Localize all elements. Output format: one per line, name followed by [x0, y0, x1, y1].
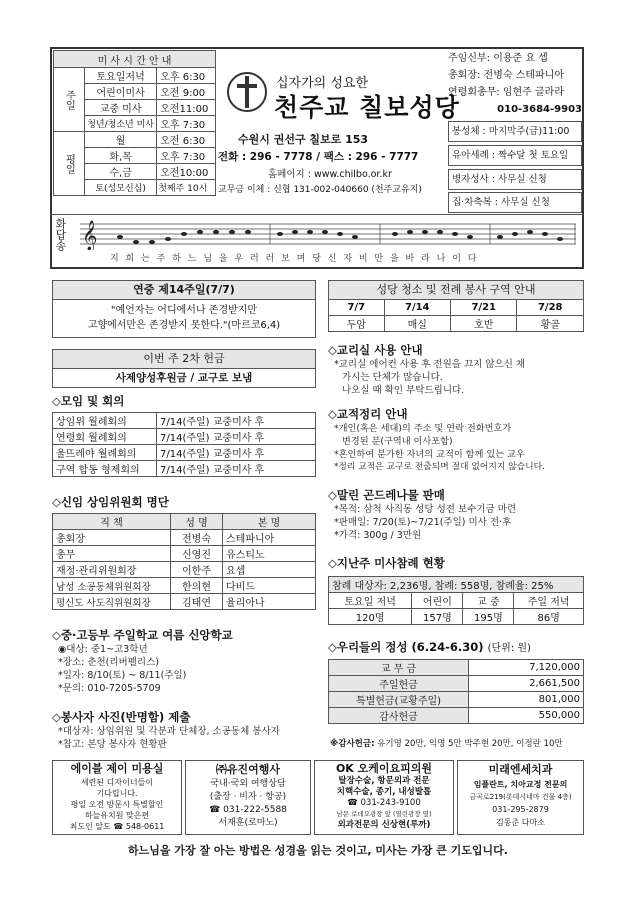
- donation-amount: 550,000: [469, 708, 584, 724]
- church-address: 수원시 권선구 칠보로 153: [238, 133, 369, 146]
- ad-line: 031-295-2879: [492, 805, 549, 814]
- cleaning-date: 7/14: [384, 300, 450, 316]
- donations-period: (6.24-6.30): [411, 640, 484, 654]
- cleaning-area: 두암: [329, 316, 385, 332]
- col-header: 성 명: [171, 514, 223, 530]
- camp-line: *장소: 춘천(리버펠리스): [58, 657, 159, 668]
- meetings-title: ◇모임 및 회의: [52, 394, 125, 408]
- church-homepage: 홈페이지 : www.chilbo.or.kr: [268, 169, 392, 180]
- ad-title: 미래엔세치과: [488, 763, 553, 776]
- camp-line: ◉대상: 중1~고3학년: [58, 644, 148, 655]
- baptismal-name: 요셉: [223, 562, 316, 578]
- role: 총회장: [53, 530, 171, 546]
- committee-table: [52, 513, 316, 610]
- donations-note: 유기명 20만, 익명 5만 박주현 20만, 이정란 10만: [377, 739, 563, 749]
- ad-travel: [185, 760, 311, 835]
- ad-line: 탈장수술, 항문외과 전문: [338, 776, 430, 786]
- camp-line: *일자: 8/10(토) ~ 8/11(주일): [58, 670, 187, 681]
- col-header: 어린이: [412, 593, 463, 609]
- schedule-time: 첫째주 10시: [157, 180, 216, 196]
- cleaning-area: 황골: [517, 316, 584, 332]
- volunteer-line: *대상자: 상임위원 및 각분과 단체장, 소공동체 봉사자: [58, 726, 280, 737]
- donation-label: 특별헌금(교황주일): [329, 692, 469, 708]
- ad-title: ㈜유진여행사: [215, 763, 281, 776]
- donation-label: 교 무 금: [329, 660, 469, 676]
- classroom-line: 가시는 단체가 많습니다.: [342, 372, 443, 383]
- ad-line: 김동준 다마소: [496, 818, 545, 827]
- sunday-label: 주일: [54, 68, 85, 132]
- ad-line: 평일 오전 방문시 특별할인: [70, 800, 164, 809]
- president: 총회장: 전병숙 스테파니아: [448, 70, 564, 81]
- baptismal-name: 다비드: [223, 578, 316, 594]
- volunteer-title: ◇봉사자 사진(반명함) 제출: [52, 710, 191, 724]
- donation-amount: 801,000: [469, 692, 584, 708]
- meeting-name: 구역 합동 형제회의: [53, 461, 157, 477]
- ad-line: 치핵수술, 종기, 내성발톱: [336, 787, 432, 797]
- schedule-time: 오전10:00: [157, 164, 216, 180]
- schedule-time: 오전 9:00: [157, 84, 216, 100]
- camp-lines: [52, 643, 316, 695]
- role: 평신도 사도직위원회장: [53, 594, 171, 610]
- ad-line: 금곡로219(롯데시네마 건물 4층): [469, 793, 572, 801]
- cleaning-date: 7/21: [451, 300, 517, 316]
- hymn-staff: [80, 220, 576, 250]
- table-row: [329, 660, 584, 676]
- table-header: [329, 593, 584, 609]
- classroom-line: 나오실 때 확인 부탁드립니다.: [342, 385, 465, 396]
- week-quote-2: 고향에서만은 존경받지 못한다."(마르코6,4): [87, 320, 281, 331]
- schedule-name: 수,금: [85, 164, 157, 180]
- meeting-name: 울뜨레야 월례회의: [53, 445, 157, 461]
- classroom-line: *교리실 에어컨 사용 후 전원을 끄지 않으신 채: [334, 359, 526, 370]
- sale-line: *가격: 300g / 3만원: [334, 530, 422, 541]
- col-header: 토요일 저녁: [329, 593, 412, 609]
- ad-hair-salon: [52, 760, 182, 835]
- offering-text: 사제양성후원금 / 교구로 보냄: [52, 368, 316, 388]
- meeting-when: 7/14(주일) 교중미사 후: [157, 429, 316, 445]
- schedule-time: 오전 6:30: [157, 132, 216, 148]
- attendance-table: [328, 576, 584, 625]
- week-quote-1: "예언자는 어디에서나 존경받지만: [110, 305, 258, 316]
- ad-line: 서재훈(로마노): [218, 818, 278, 828]
- cleaning-date: 7/28: [517, 300, 584, 316]
- attendance-value: 195명: [463, 609, 514, 625]
- cleaning-area: 호반: [451, 316, 517, 332]
- attendance-value: 120명: [329, 609, 412, 625]
- hymn-label: 화답송: [54, 218, 67, 251]
- schedule-time: 오후 7:30: [157, 148, 216, 164]
- donations-note-row: [330, 737, 563, 749]
- table-row: [53, 546, 316, 562]
- schedule-time: 오후 6:30: [157, 68, 216, 84]
- donations-note-label: ※감사헌금:: [330, 739, 375, 749]
- table-row: [53, 445, 316, 461]
- baptism: 유아세례 : 짝수달 첫 토요일: [448, 145, 582, 166]
- week-quote-box: [52, 299, 316, 338]
- ad-line: 최도인 알도 ☎ 548-0611: [69, 822, 165, 831]
- schedule-time: 오후 7:30: [157, 116, 216, 132]
- role: 총무: [53, 546, 171, 562]
- blessing: 집·차축복 : 사무실 신청: [448, 192, 582, 213]
- schedule-time: 오전11:00: [157, 100, 216, 116]
- attendance-title: ◇지난주 미사참례 현황: [328, 556, 445, 570]
- ad-line: 임플란트, 치아교정 전문의: [473, 780, 568, 789]
- cleaning-area: 매실: [384, 316, 450, 332]
- records-line: *개인(혹은 세대)의 주소 및 연락 전화번호가: [334, 423, 512, 434]
- ad-line: 기다립니다.: [96, 789, 138, 798]
- table-row: [53, 461, 316, 477]
- sale-line: *판매일: 7/20(토)~7/21(주일) 미사 전·후: [334, 517, 512, 528]
- meeting-when: 7/14(주일) 교중미사 후: [157, 461, 316, 477]
- schedule-name: 토(성모신심): [85, 180, 157, 196]
- col-header: 주일 저녁: [514, 593, 584, 609]
- baptismal-name: 스테파니아: [223, 530, 316, 546]
- baptismal-name: 유스티노: [223, 546, 316, 562]
- camp-line: *문의: 010-7205-5709: [58, 683, 161, 694]
- person: 김태연: [171, 594, 223, 610]
- meetings-table: [52, 412, 316, 477]
- meeting-name: 상임위 월례회의: [53, 413, 157, 429]
- church-name: 천주교 칠보성당: [274, 93, 460, 122]
- table-row: [329, 708, 584, 724]
- col-header: 직 책: [53, 514, 171, 530]
- footer-text: 하느님을 가장 잘 아는 방법은 성경을 읽는 것이고, 미사는 가장 큰 기도입니다.: [128, 844, 508, 857]
- church-account: 교무금 이체 : 신협 131-002-040660 (천주교유지): [218, 185, 422, 195]
- classroom-title: ◇교리실 사용 안내: [328, 343, 423, 357]
- meeting-name: 연령회 월례회의: [53, 429, 157, 445]
- contact-name: 연령회총무: 임현주 글라라: [448, 87, 564, 98]
- camp-title: ◇중·고등부 주일학교 여름 신앙학교: [52, 628, 233, 642]
- donation-label: 감사헌금: [329, 708, 469, 724]
- table-row: [53, 530, 316, 546]
- attendance-summary: 참례 대상자: 2,236명, 참례: 558명, 참례율: 25%: [329, 577, 584, 593]
- ad-line: 국내·국외 여행상담: [210, 779, 286, 789]
- church-subtitle: 십자가의 성요한: [276, 76, 369, 91]
- meeting-when: 7/14(주일) 교중미사 후: [157, 445, 316, 461]
- person: 이한주: [171, 562, 223, 578]
- donations-title: ◇우리들의 정성: [328, 640, 408, 654]
- donation-amount: 2,661,500: [469, 676, 584, 692]
- table-row: [53, 562, 316, 578]
- person: 신영진: [171, 546, 223, 562]
- donation-label: 주일헌금: [329, 676, 469, 692]
- ad-title: 에이블 제이 미용실: [70, 762, 164, 775]
- schedule-name: 월: [85, 132, 157, 148]
- table-row: [329, 316, 584, 332]
- sale-lines: [328, 503, 584, 542]
- ad-line: ☎ 031-243-9100: [347, 798, 421, 808]
- cleaning-date: 7/7: [329, 300, 385, 316]
- schedule-name: 화,목: [85, 148, 157, 164]
- attendance-value: 86명: [514, 609, 584, 625]
- sick: 병자성사 : 사무실 신청: [448, 169, 582, 190]
- donations-table: [328, 659, 584, 724]
- sale-title: ◇말린 곤드레나물 판매: [328, 488, 445, 502]
- pastor: 주임신부: 이용준 요 셉: [448, 53, 548, 64]
- schedule-title: 미 사 시 간 안 내: [54, 51, 216, 68]
- sale-line: *목적: 삼척 사직동 성당 성전 보수기금 마련: [334, 504, 517, 515]
- table-row: [53, 594, 316, 610]
- records-line: *정리 교적은 교구로 전출되며 절대 없어지지 않습니다.: [334, 462, 545, 472]
- schedule-name: 토요일저녁: [85, 68, 157, 84]
- committee-title: ◇신임 상임위원회 명단: [52, 495, 169, 509]
- table-row: [53, 429, 316, 445]
- ad-line: 외과전문의 신상현(루까): [337, 820, 431, 830]
- offering-title: 이번 주 2차 헌금: [52, 349, 316, 369]
- col-header: 본 명: [223, 514, 316, 530]
- schedule-name: 어린이미사: [85, 84, 157, 100]
- donation-amount: 7,120,000: [469, 660, 584, 676]
- weekday-label: 평일: [54, 132, 85, 196]
- contact-phone: 010-3684-9903: [497, 104, 582, 115]
- church-logo: [225, 70, 269, 114]
- records-lines: [328, 422, 584, 474]
- table-row: [53, 413, 316, 429]
- donations-heading: [328, 640, 531, 655]
- person: 전병숙: [171, 530, 223, 546]
- records-title: ◇교적정리 안내: [328, 407, 408, 421]
- baptismal-name: 율리아나: [223, 594, 316, 610]
- table-row: [329, 676, 584, 692]
- attendance-value: 157명: [412, 609, 463, 625]
- cleaning-table: [328, 299, 584, 332]
- ad-line: 세련된 디자이너들이: [80, 778, 154, 787]
- table-row: [53, 578, 316, 594]
- schedule-name: 교중 미사: [85, 100, 157, 116]
- ad-clinic: [314, 760, 454, 835]
- volunteer-line: *참고: 본당 봉사자 현황판: [58, 739, 167, 750]
- ad-dental: [457, 760, 584, 835]
- ad-line: 남문 로데오광장 앞 (열린광장 옆): [336, 810, 432, 818]
- table-row: [329, 609, 584, 625]
- cleaning-title: 성당 청소 및 전례 봉사 구역 안내: [328, 280, 584, 300]
- ad-line: (출장 · 비자 · 항공): [209, 792, 287, 802]
- ad-title: OK 오케이요피의원: [335, 762, 433, 775]
- donations-unit: (단위: 원): [487, 643, 531, 654]
- staff-block: [448, 50, 582, 118]
- meeting-when: 7/14(주일) 교중미사 후: [157, 413, 316, 429]
- table-row: [329, 692, 584, 708]
- classroom-lines: [328, 358, 584, 397]
- ad-line: ☎ 031-222-5588: [209, 805, 287, 815]
- svg-text:𝄞: 𝄞: [82, 221, 98, 250]
- schedule-name: 청년/청소년 미사: [85, 116, 157, 132]
- attendance-summary-row: [329, 577, 584, 593]
- anointing: 봉성체 : 마지막주(금)11:00: [448, 121, 582, 142]
- col-header: 교 중: [463, 593, 514, 609]
- table-row: [329, 300, 584, 316]
- role: 남성 소공동체위원회장: [53, 578, 171, 594]
- hymn-lyrics: 지 희 는 주 하 느 님 을 우 러 러 보 며 당 신 자 비 만 을 바 라 나 이 다: [110, 254, 479, 264]
- records-line: 변경된 분(구역내 이사포함): [342, 436, 453, 447]
- ad-line: 하늘유치원 맞은편: [84, 811, 150, 820]
- table-header: [53, 514, 316, 530]
- church-phone: 전화 : 296 - 7778 / 팩스 : 296 - 7777: [218, 151, 419, 163]
- role: 재정·관리위원회장: [53, 562, 171, 578]
- records-line: *혼인하여 분가한 자녀의 교적이 함께 있는 교우: [334, 449, 525, 460]
- mass-schedule-table: [53, 50, 216, 196]
- week-title: 연중 제14주일(7/7): [52, 280, 316, 300]
- person: 한의현: [171, 578, 223, 594]
- volunteer-lines: [52, 725, 332, 751]
